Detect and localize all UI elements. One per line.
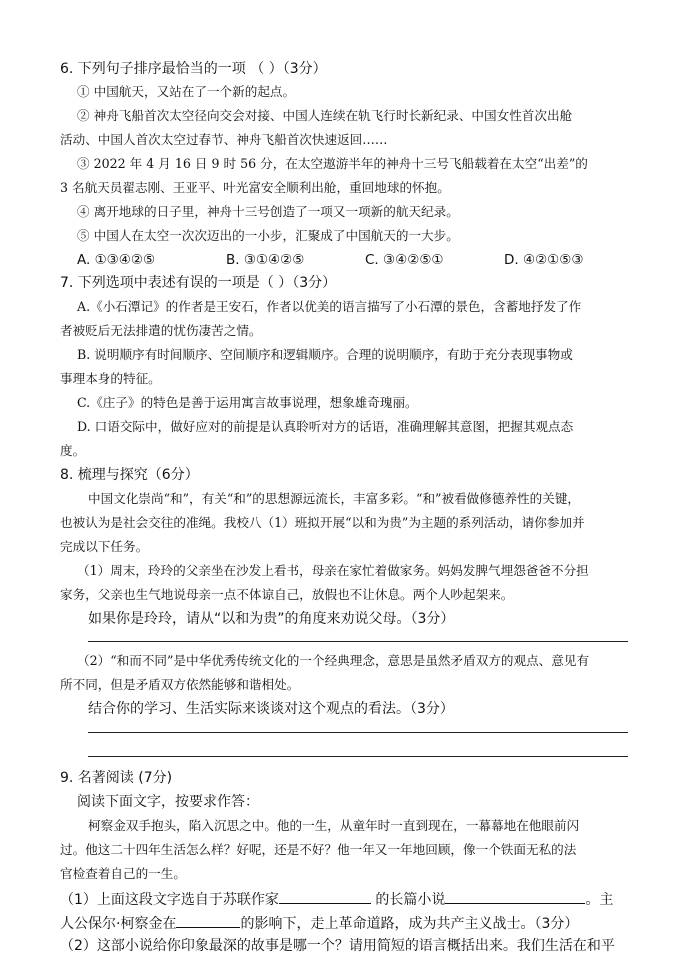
q7-option-b-cont: 事理本身的特征。: [60, 371, 161, 386]
q8-paragraph-1: 中国文化崇尚“和”，有关“和”的思想源远流长，丰富多彩。“和”被看做修德养性的关键，: [88, 491, 581, 506]
q6-sentence-5: ⑤ 中国人在太空一次次迈出的一小步，汇聚成了中国航天的一大步。: [77, 228, 459, 243]
q8-title: 8. 梳理与探究（6分）: [60, 467, 199, 483]
q6-sentence-3-cont: 3 名航天员翟志刚、王亚平、叶光富安全顺利出舱，重回地球的怀抱。: [60, 180, 450, 195]
q9-question-1-text-b: 的长篇小说: [370, 892, 446, 908]
q8-task-1-question: 如果你是玲玲，请从“以和为贵”的角度来劝说父母。（3分）: [88, 611, 455, 627]
q8-task-2-answer-line-1[interactable]: [88, 732, 628, 733]
q7-option-b[interactable]: B. 说明顺序有时间顺序、空间顺序和逻辑顺序。合理的说明顺序，有助于充分表现事物或: [77, 347, 573, 362]
q9-title: 9. 名著阅读 (7分): [60, 770, 173, 786]
q7-option-a[interactable]: A.《小石潭记》的作者是王安石，作者以优美的语言描写了小石潭的景色，含蓄地抒发了作: [77, 299, 582, 314]
q8-task-1-cont: 家务，父亲也生气地说母亲一点不体谅自己，放假也不让休息。两个人吵起架来。: [60, 587, 514, 602]
q6-option-c[interactable]: C. ③④②⑤①: [365, 252, 444, 268]
q6-sentence-2: ② 神舟飞船首次太空径向交会对接、中国人连续在轨飞行时长新纪录、中国女性首次出舱: [77, 108, 573, 123]
q8-paragraph-2: 也被认为是社会交往的准绳。我校八（1）班拟开展“以和为贵”为主题的系列活动，请你参加并: [60, 515, 585, 530]
q8-task-1-answer-line[interactable]: [88, 641, 628, 642]
q9-question-1: [60, 889, 613, 909]
q9-question-2: （2）这部小说给你印象最深的故事是哪一个？请用简短的语言概括出来。我们生活在和平: [60, 938, 615, 954]
q8-task-2-cont: 所不同，但是矛盾双方依然能够和谐相处。: [60, 677, 300, 692]
q8-task-2-answer-line-2[interactable]: [88, 756, 628, 757]
q6-sentence-4: ④ 离开地球的日子里，神舟十三号创造了一项又一项新的航天纪录。: [77, 204, 459, 219]
novel-title-blank[interactable]: [445, 889, 585, 904]
q7-option-d[interactable]: D. 口语交际中，做好应对的前提是认真聆听对方的话语，准确理解其意图，把握其观点态: [77, 419, 574, 434]
q9-excerpt-1: 柯察金双手抱头，陷入沉思之中。他的一生，从童年时一直到现在，一幕幕地在他眼前闪: [88, 818, 580, 833]
q6-sentence-3: ③ 2022 年 4 月 16 日 9 时 56 分，在太空遨游半年的神舟十三号飞船载着在太空“出差”的: [77, 156, 588, 171]
author-blank[interactable]: [279, 889, 371, 904]
q7-option-a-cont: 者被贬后无法排遣的忧伤凄苦之情。: [60, 323, 262, 338]
q9-excerpt-2: 过。他这二十四年生活怎么样？好呢，还是不好？他一年又一年地回顾，像一个铁面无私的法: [60, 842, 577, 857]
q9-excerpt-3: 官检查着自己的一生。: [60, 866, 186, 881]
q9-question-1-text-d: 人公保尔·柯察金在: [60, 916, 177, 932]
q9-intro: 阅读下面文字，按要求作答：: [77, 794, 259, 810]
q9-question-1-text-e: 的影响下，走上革命道路，成为共产主义战士。（3分）: [240, 916, 579, 932]
q7-option-c[interactable]: C.《庄子》的特色是善于运用寓言故事说理，想象雄奇瑰丽。: [77, 395, 418, 410]
q6-option-d[interactable]: D. ④②①⑤③: [504, 252, 584, 268]
q8-paragraph-3: 完成以下任务。: [60, 539, 149, 554]
q9-question-1-cont: [60, 913, 578, 933]
q8-task-2: （2）“和而不同”是中华优秀传统文化的一个经典理念，意思是虽然矛盾双方的观点、意见有: [77, 653, 590, 668]
q9-question-1-text-c: 。主: [585, 892, 614, 908]
q6-title: 6. 下列句子排序最恰当的一项 （ ）（3分）: [60, 61, 327, 77]
q8-task-2-question: 结合你的学习、生活实际来谈谈对这个观点的看法。（3分）: [88, 701, 454, 717]
q7-title: 7. 下列选项中表述有误的一项是（ ）（3分）: [60, 275, 337, 291]
q6-option-a[interactable]: A. ①③④②⑤: [77, 252, 156, 268]
q8-task-1: （1）周末，玲玲的父亲坐在沙发上看书，母亲在家忙着做家务。妈妈发脾气埋怨爸爸不分担: [77, 563, 589, 578]
q6-option-b[interactable]: B. ③①④②⑤: [226, 252, 305, 268]
q7-option-d-cont: 度。: [60, 443, 86, 458]
q9-question-1-text-a: （1）上面这段文字选自于苏联作家: [60, 892, 279, 908]
q6-sentence-1: ① 中国航天，又站在了一个新的起点。: [77, 84, 296, 99]
q6-sentence-2-cont: 活动、中国人首次太空过春节、神舟飞船首次快速返回……: [60, 132, 388, 147]
influence-blank[interactable]: [176, 913, 240, 928]
